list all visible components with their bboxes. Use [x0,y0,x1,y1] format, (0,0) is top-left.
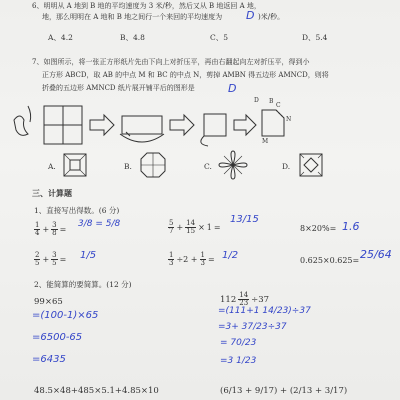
simplify-1: 99×65 [34,297,63,307]
option-c-figure [216,148,250,182]
simplify-1-step-2: =6500-65 [32,332,83,343]
label-n: N [286,116,292,123]
q6-line1: 6、明明从 A 地到 B 地的平均速度为 3 米/秒，然后又从 B 地返回 A 地， [32,2,261,10]
calc-1-1-answer: 3/8 = 5/8 [78,219,121,229]
q6-option-d: D、5.4 [302,33,328,42]
q7-answer: D [228,82,237,95]
calc-1-5-answer: 1/2 [222,250,239,261]
calc-1-4-answer: 1/5 [80,250,97,261]
section-title: 三、计算题 [32,188,72,198]
q7-line1: 7、如图所示，将一张正方形纸片先由下向上对折压平，再由右翻起向左对折压平，得到小 [32,58,310,66]
q6-option-c: C、5 [210,33,229,42]
q7-option-b: B. [124,162,132,171]
calc-1-6: 0.625×0.625= [300,256,360,265]
calc-1-3: 8×20%= [300,224,337,233]
simplify-2-step-1: =(111+1 14/23)÷37 [218,306,311,316]
q7-line2: 正方形 ABCD，取 AB 的中点 M 和 BC 的中点 N，剪掉 AMBN 得五边形 AMNCD，则将 [42,71,329,79]
option-a-figure [60,150,90,180]
q7-option-a: A. [48,162,56,171]
label-m-top: B [269,98,274,105]
simplify-2: 112 $\frac{14}{23}$ ÷37 [220,291,270,307]
option-b-figure [138,150,168,180]
q1-title: 1、直接写出得数。(6 分) [34,206,120,215]
label-m: M [262,138,269,145]
simplify-1-step-1: =(100-1)×65 [32,310,99,321]
simplify-2-step-4: =3 1/23 [220,356,257,366]
simplify-4: (6/13 + 9/17) + (2/13 + 3/17) [220,386,348,396]
q6-option-b: B、4.8 [120,33,145,42]
simplify-2-step-2: =3+ 37/23÷37 [218,322,287,332]
calc-1-5: $\frac{1}{3}$ ÷2 + $\frac{1}{3}$ = [169,251,215,267]
q6-line2: 地，那么明明在 A 地和 B 地之间行一个来回的平均速度为 [42,13,223,21]
calc-1-1: $\frac{1}{4}$ + $\frac{3}{8}$ = [35,221,67,237]
q7-option-c: C. [204,162,212,171]
calc-1-6-answer: 25/64 [360,248,392,261]
simplify-2-step-3: = 70/23 [220,338,257,348]
option-d-figure [296,150,326,180]
calc-1-2: $\frac{5}{7}$ + $\frac{14}{15}$ × 1 = [169,219,221,235]
q6-unit: )米/秒。 [258,13,285,21]
folding-process-diagram [10,100,300,150]
calc-1-4: $\frac{2}{5}$ + $\frac{3}{5}$ = [35,251,67,267]
q6-answer: D [246,9,255,22]
simplify-3: 48.5×48+485×5.1+4.85×10 [34,386,159,396]
q7-option-d: D. [282,162,291,171]
q7-line3: 折叠的五边形 AMNCD 纸片展开铺平后的图形是 [42,84,195,92]
calc-1-3-answer: 1.6 [342,220,360,233]
calc-1-2-answer: 13/15 [230,214,259,225]
simplify-1-step-3: =6435 [32,354,66,365]
q6-option-a: A、4.2 [48,33,73,42]
label-c: C [276,102,281,109]
label-d: D [254,97,259,104]
q2-title: 2、能简算的要简算。(12 分) [34,280,132,289]
